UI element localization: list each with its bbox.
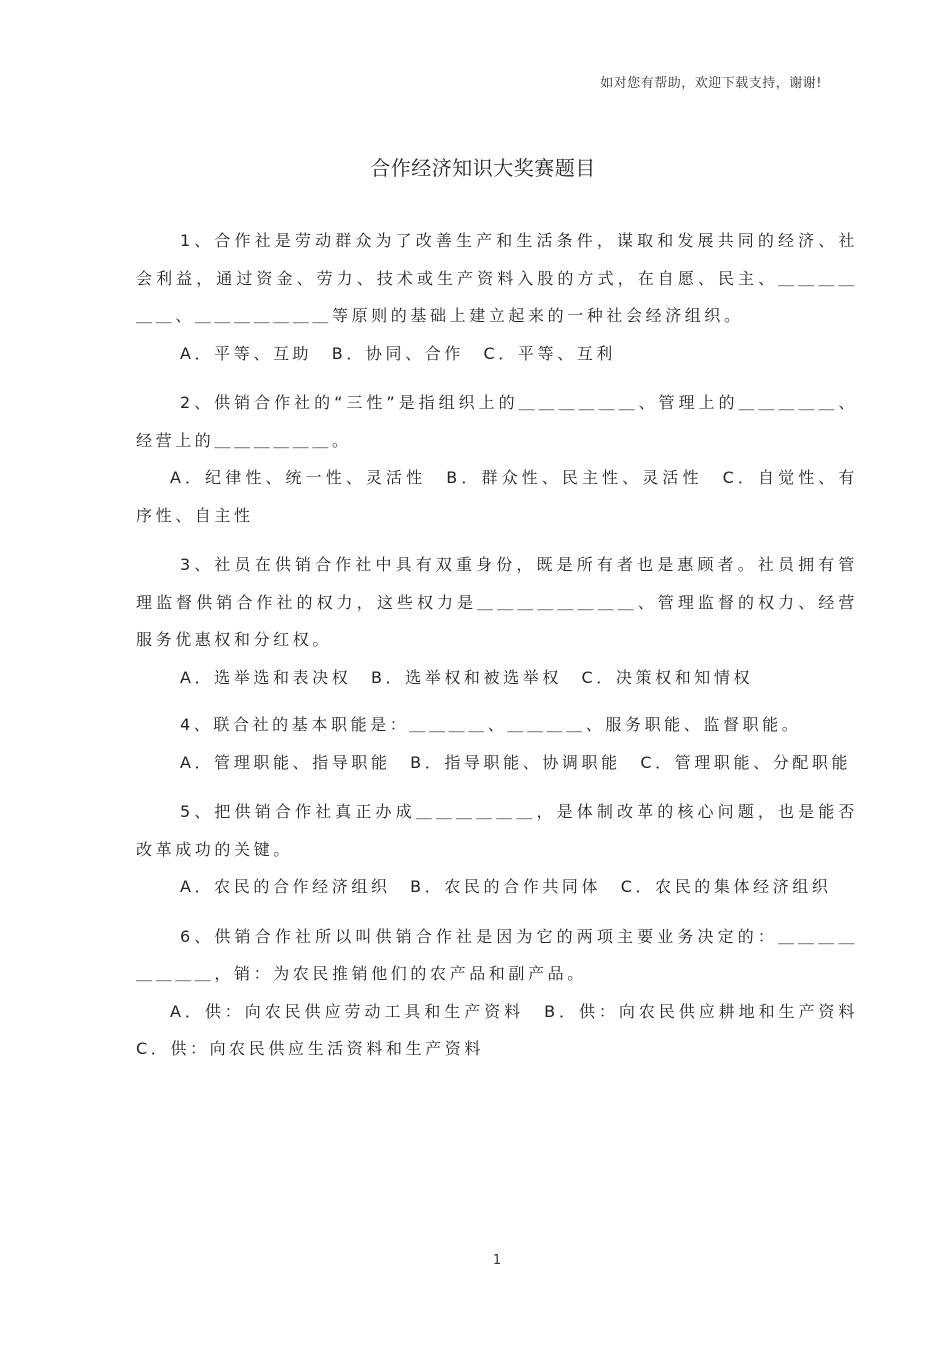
question-block <box>136 222 858 372</box>
question-stem: 5、把供销合作社真正办成＿＿＿＿＿＿，是体制改革的核心问题，也是能否改革成功的关键。 <box>136 802 858 859</box>
question-block <box>136 546 858 696</box>
question-block <box>136 918 878 1068</box>
question-stem: 4、联合社的基本职能是：＿＿＿＿、＿＿＿＿、服务职能、监督职能。 <box>180 715 802 734</box>
question-stem: 1、合作社是劳动群众为了改善生产和生活条件，谋取和发展共同的经济、社会利益，通过资金、劳力、技术或生产资料入股的方式，在自愿、民主、＿＿＿＿＿＿、＿＿＿＿＿＿＿等原则的基础上建立起来的一种社会经济组织。 <box>136 231 858 325</box>
question-options: A．供：向农民供应劳动工具和生产资料 B．供：向农民供应耕地和生产资料 C．供：向农民供应生活资料和生产资料 <box>136 1001 878 1058</box>
question-options: A．农民的合作经济组织 B．农民的合作共同体 C．农民的集体经济组织 <box>180 877 832 896</box>
page-number: 1 <box>492 1253 502 1268</box>
question-block <box>136 384 858 534</box>
question-stem: 3、社员在供销合作社中具有双重身份，既是所有者也是惠顾者。社员拥有管理监督供销合作社的权力，这些权力是＿＿＿＿＿＿＿＿、管理监督的权力、经营服务优惠权和分红权。 <box>136 555 858 649</box>
question-block <box>136 793 858 906</box>
question-options: A．管理职能、指导职能 B．指导职能、协调职能 C．管理职能、分配职能 <box>180 752 852 772</box>
question-stem: 6、供销合作社所以叫供销合作社是因为它的两项主要业务决定的：＿＿＿＿＿＿＿＿，销：为农民推销他们的农产品和副产品。 <box>136 926 858 983</box>
question-block <box>136 706 858 781</box>
document-title: 合作经济知识大奖赛题目 <box>370 156 596 180</box>
question-options: A．平等、互助 B．协同、合作 C．平等、互利 <box>180 343 616 363</box>
header-note: 如对您有帮助，欢迎下载支持，谢谢! <box>600 76 822 91</box>
question-list <box>136 222 878 1068</box>
question-options: A．纪律性、统一性、灵活性 B．群众性、民主性、灵活性 C．自觉性、有序性、自主性 <box>136 468 858 525</box>
question-options: A．选举选和表决权 B．选举权和被选举权 C．决策权和知情权 <box>180 667 754 687</box>
question-stem: 2、供销合作社的“三性”是指组织上的＿＿＿＿＿＿、管理上的＿＿＿＿＿、经营上的＿＿＿＿＿＿。 <box>136 393 858 450</box>
